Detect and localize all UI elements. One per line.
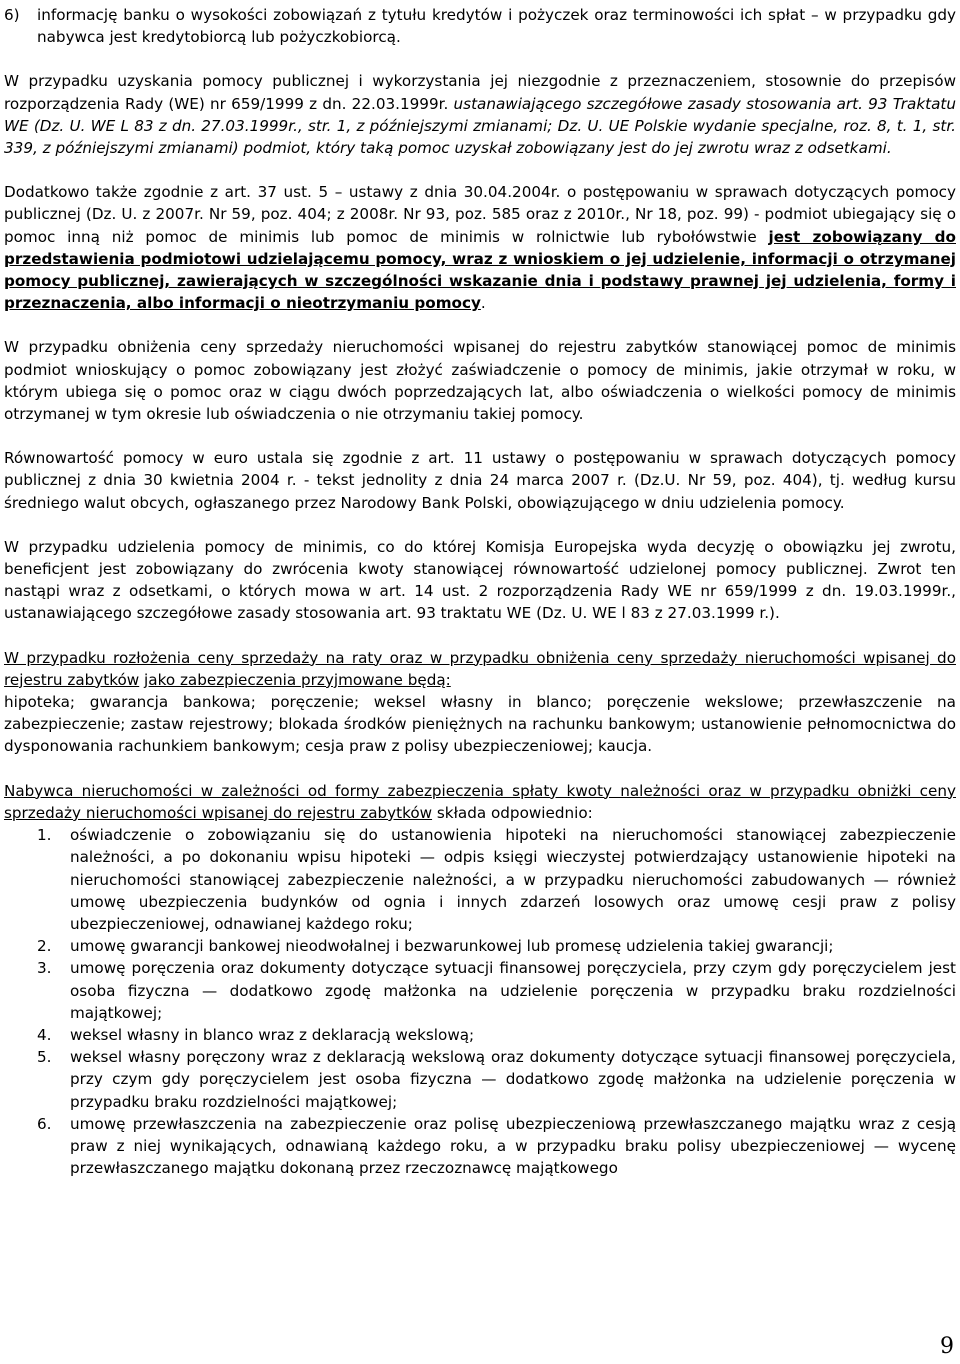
list-item (4, 1113, 956, 1180)
list-text: umowę poręczenia oraz dokumenty dotyczące sytuacji finansowej poręczyciela, przy czym gdy poręczycielem jest osoba fizyczna — dodatkowo zgodę małżonka na udzielenie poręczenia w przypadku braku rozdzielności majątkowej; (70, 959, 956, 1022)
list-number: 4. (37, 1025, 52, 1044)
list-item-6 (4, 4, 956, 48)
list-number: 5. (37, 1048, 52, 1067)
list-text: informację banku o wysokości zobowiązań z tytułu kredytów i pożyczek oraz terminowości ich spłat – w przypadku gdy nabywca jest kredytobiorcą lub pożyczkobiorcą. (37, 6, 956, 47)
paragraph-recovery (4, 70, 956, 159)
security-heading-part-b: jako zabezpieczenia przyjmowane będą: (144, 670, 451, 689)
document-page (4, 4, 956, 1179)
paragraph-buyer-heading (4, 780, 956, 824)
paragraph-recovery-part-b: ustanawiającego szczegółowe zasady stosowania art. 93 Traktatu WE (Dz. U. WE L 83 z dn. 27.03.1999r., str. 1, z późniejszymi zmianami; Dz. U. UE Polskie wydanie specjalne, roz. 8, t. 1, str. 339, z późniejszymi zmianami) podmiot, który taką pomoc uzyskał zobowiązany jest do jej zwrotu wraz z odsetkami. (4, 94, 956, 158)
list-text: umowę gwarancji bankowej nieodwołalnej i bezwarunkowej lub promesę udzielenia takiej gwarancji; (70, 937, 834, 956)
list-item (4, 824, 956, 935)
paragraph-price-reduction: W przypadku obniżenia ceny sprzedaży nieruchomości wpisanej do rejestru zabytków stanowiącej pomoc de minimis podmiot wnioskujący o pomoc zobowiązany jest złożyć zaświadczenie o pomocy de minimis, jakie otrzymał w roku, w którym ubiega się o pomoc oraz w ciągu dwóch poprzedzających lat, albo oświadczenia o wielkości pomocy de minimis otrzymanej w tym okresie lub oświadczenia o nie otrzymaniu takiej pomocy. (4, 338, 956, 424)
list-number: 3. (37, 959, 52, 978)
paragraph-de-minimis-return: W przypadku udzielenia pomocy de minimis, co do której Komisja Europejska wyda decyzję o obowiązku jej zwrotu, beneficjent jest zobowiązany do zwrócenia kwoty stanowiącej równowartość udzielonej pomocy publicznej. Zwrot ten nastąpi wraz z odsetkami, o których mowa w art. 14 ust. 2 rozporządzenia Rady WE nr 659/1999 z dn. 19.03.1999r., ustanawiającego szczegółowe zasady stosowania art. 93 traktatu WE (Dz. U. WE l 83 z 27.03.1999 r.). (4, 537, 956, 623)
list-item (4, 935, 956, 957)
paragraph-security-heading (4, 647, 956, 691)
list-text: oświadczenie o zobowiązaniu się do ustanowienia hipoteki na nieruchomości stanowiącej zabezpieczenie należności, a po dokonaniu wpisu hipoteki — odpis księgi wieczystej potwierdzający ustanowienie hipoteki na nieruchomości stanowiącej zabezpieczenie należności, a w przypadku nieruchomości zabudowanych — również umowę ubezpieczenia budynków od ognia i innych zdarzeń losowych oraz umowę cesji praw z polisy ubezpieczeniowej, odnawianej każdego roku; (70, 826, 956, 933)
list-text: weksel własny poręczony wraz z deklaracją wekslową oraz dokumenty dotyczące sytuacji finansowej poręczyciela, przy czym gdy poręczycielem jest osoba fizyczna — dodatkowo zgodę małżonka na udzielenie poręczenia w przypadku braku rozdzielności majątkowej; (70, 1048, 956, 1111)
paragraph-additional-part-a: Dodatkowo także zgodnie z art. 37 ust. 5 – ustawy z dnia 30.04.2004r. o postępowaniu w sprawach dotyczących pomocy publicznej (Dz. U. z 2007r. Nr 59, poz. 404; z 2008r. Nr 93, poz. 585 oraz z 2010r., Nr 18, poz. 99) - podmiot ubiegający się o pomoc inną niż pomoc de minimis lub pomoc de minimis w rolnictwie lub rybołówstwie (4, 183, 956, 246)
paragraph-additional (4, 181, 956, 314)
list-text: weksel własny in blanco wraz z deklaracją wekslową; (70, 1025, 475, 1044)
security-heading-part-a: W przypadku rozłożenia ceny sprzedaży na raty oraz w przypadku obniżenia ceny sprzedaży nieruchomości wpisanej do rejestru zabytków (4, 648, 956, 689)
page-number: 9 (940, 1333, 954, 1359)
list-item (4, 957, 956, 1024)
list-number: 2. (37, 937, 52, 956)
list-number: 6. (37, 1114, 52, 1133)
buyer-heading-rest: składa odpowiednio: (432, 803, 593, 822)
list-number: 6) (4, 6, 20, 24)
list-item (4, 1046, 956, 1113)
paragraph-security-body: hipoteka; gwarancja bankowa; poręczenie; weksel własny in blanco; poręczenie wekslowe; przewłaszczenie na zabezpieczenie; zastaw rejestrowy; blokada środków pieniężnych na rachunku bankowym; ustanowienie pełnomocnictwa do dysponowania rachunkiem bankowym; cesja praw z polisy ubezpieczeniowej; kaucja. (4, 693, 956, 756)
documents-list (4, 824, 956, 1179)
buyer-heading-underlined: Nabywca nieruchomości w zależności od formy zabezpieczenia spłaty kwoty należności oraz w przypadku obniżki ceny sprzedaży nieruchomości wpisanej do rejestru zabytków (4, 781, 956, 822)
list-number: 1. (37, 826, 52, 845)
paragraph-additional-end: . (480, 294, 486, 313)
paragraph-recovery-part-a: W przypadku uzyskania pomocy publicznej i wykorzystania jej niezgodnie z przeznaczeniem, stosownie do przepisów rozporządzenia Rady (WE) nr 659/1999 z dn. 22.03.1999r. (4, 72, 956, 113)
list-item (4, 1024, 956, 1046)
paragraph-additional-obligation: jest zobowiązany do przedstawienia podmiotowi udzielającemu pomocy, wraz z wnioskiem o jej udzielenie, informacji o otrzymanej pomocy publicznej, zawierających w szczególności wskazanie dnia i podstawy prawnej jej udzielenia, formy i przeznaczenia, albo informacji o nieotrzymaniu pomocy (4, 227, 956, 313)
paragraph-euro-equivalent: Równowartość pomocy w euro ustala się zgodnie z art. 11 ustawy o postępowaniu w sprawach dotyczących pomocy publicznej z dnia 30 kwietnia 2004 r. - tekst jednolity z dnia 24 marca 2007 r. (Dz.U. Nr 59, poz. 404), tj. według kursu średniego walut obcych, ogłaszanego przez Narodowy Bank Polski, obowiązującego w dniu udzielenia pomocy. (4, 449, 956, 512)
list-text: umowę przewłaszczenia na zabezpieczenie oraz polisę ubezpieczeniową przewłaszczanego majątku wraz z cesją praw z niej wynikających, odnawianą każdego roku, a w przypadku braku polisy ubezpieczeniowej — wycenę przewłaszczanego majątku dokonaną przez rzeczoznawcę majątkowego (70, 1114, 956, 1178)
